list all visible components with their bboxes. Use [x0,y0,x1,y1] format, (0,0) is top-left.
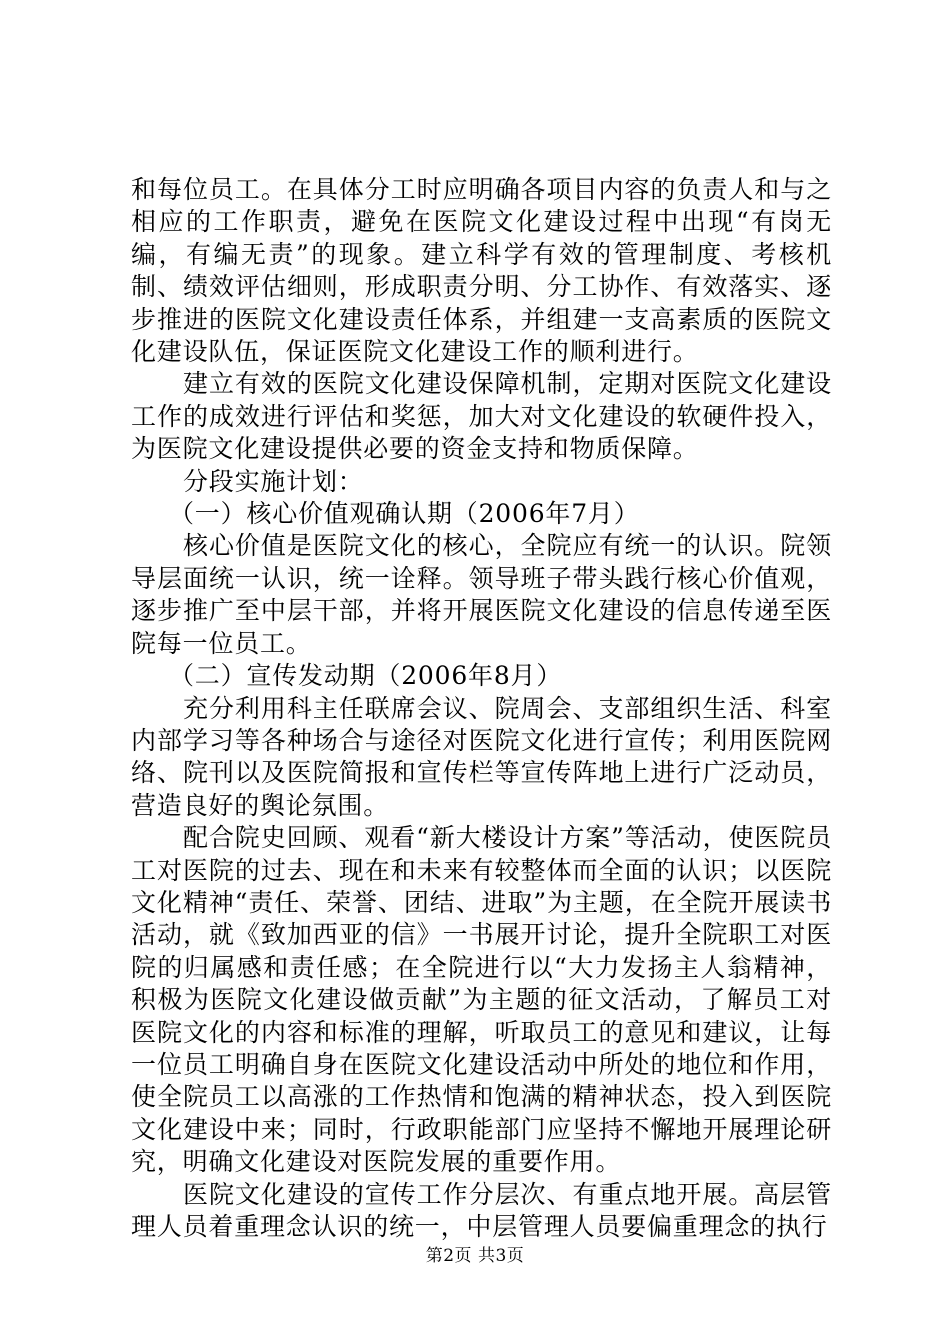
paragraph-staff-responsibility: 和每位员工。在具体分工时应明确各项目内容的负责人和与之相应的工作职责，避免在医院文化建设过程中出现“有岗无编，有编无责”的现象。建立科学有效的管理制度、考核机制、绩效评估细则，形成职责分明、分工协作、有效落实、逐步推进的医院文化建设责任体系，并组建一支高素质的医院文化建设队伍，保证医院文化建设工作的顺利进行。 [131,175,832,367]
document-body [131,174,832,1243]
section-heading-core-values: （一）核心价值观确认期（2006年7月） [169,499,640,529]
paragraph-guarantee-mechanism: 建立有效的医院文化建设保障机制，定期对医院文化建设工作的成效进行评估和奖惩，加大对文化建设的软硬件投入，为医院文化建设提供必要的资金支持和物质保障。 [131,369,832,464]
paragraph-phased-plan-heading: 分段实施计划： [183,466,364,496]
paragraph-publicity-activities: 配合院史回顾、观看“新大楼设计方案”等活动，使医院员工对医院的过去、现在和未来有较整体而全面的认识；以医院文化精神“责任、荣誉、团结、进取”为主题，在全院开展读书活动，就《致加西亚的信》一书展开讨论，提升全院职工对医院的归属感和责任感；在全院进行以“大力发扬主人翁精神，积极为医院文化建设做贡献”为主题的征文活动，了解员工对医院文化的内容和标准的理解，听取员工的意见和建议，让每一位员工明确自身在医院文化建设活动中所处的地位和作用，使全院员工以高涨的工作热情和饱满的精神状态，投入到医院文化建设中来；同时，行政职能部门应坚持不懈地开展理论研究，明确文化建设对医院发展的重要作用。 [131,823,832,1177]
page-number-label: 第2页 共3页 [425,1246,525,1266]
paragraph-core-values: 核心价值是医院文化的核心，全院应有统一的认识。院领导层面统一认识，统一诠释。领导班子带头践行核心价值观，逐步推广至中层干部，并将开展医院文化建设的信息传递至医院每一位员工。 [131,531,832,658]
paragraph-publicity-channels: 充分利用科主任联席会议、院周会、支部组织生活、科室内部学习等各种场合与途径对医院文化进行宣传；利用医院网络、院刊以及医院简报和宣传栏等宣传阵地上进行广泛动员，营造良好的舆论氛围。 [131,693,832,820]
section-heading-publicity: （二）宣传发动期（2006年8月） [169,661,563,691]
paragraph-layered-publicity: 医院文化建设的宣传工作分层次、有重点地开展。高层管理人员着重理念认识的统一，中层管理人员要偏重理念的执行 [131,1179,832,1241]
page-footer [0,1245,950,1267]
